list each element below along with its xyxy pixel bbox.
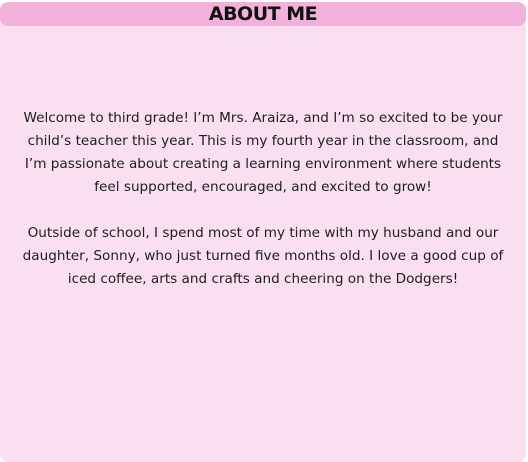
about-me-card: [0, 2, 526, 462]
about-me-content: [22, 107, 504, 291]
section-header: [0, 2, 526, 26]
intro-paragraph: Welcome to third grade! I’m Mrs. Araiza, and I’m so excited to be your child’s teacher this year. This is my fourth year in the classroom, and I’m passionate about creating a learning environment where students feel supported, encouraged, and excited to grow!: [23, 110, 503, 195]
personal-paragraph: Outside of school, I spend most of my time with my husband and our daughter, Sonny, who just turned five months old. I love a good cup of iced coffee, arts and crafts and cheering on the Dodgers!: [22, 225, 504, 287]
section-title: ABOUT ME: [208, 3, 318, 25]
